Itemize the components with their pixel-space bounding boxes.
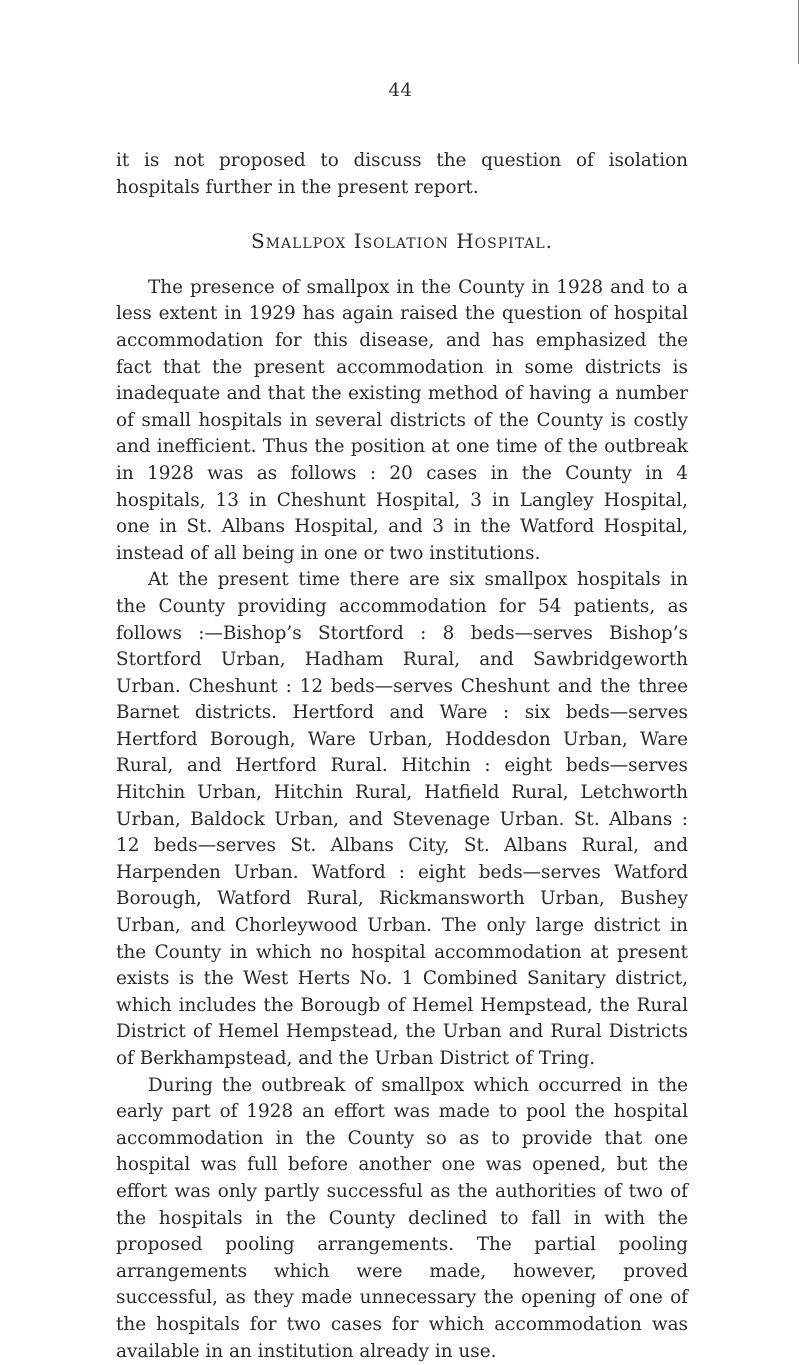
body-text: [116, 148, 688, 1365]
paragraph-3: During the outbreak of smallpox which occurred in the early part of 1928 an effort was made to pool the hospital accommodation in the County so as to provide that one hospital was full before another one was opened, but the effort was only partly successful as the authorities of two of the hospitals in the County declined to fall in with the proposed pooling arrangements. The partial pooling arrangements which were made, however, proved successful, as they made unnecessary the opening of one of the hospitals for two cases for which accommodation was available in an institution already in use.: [116, 1074, 688, 1362]
page-number: 44: [388, 80, 413, 101]
paragraph-2: At the present time there are six smallpox hospitals in the County providing accommodation for 54 patients, as follows :—Bishop’s Stortford : 8 beds—serves Bishop’s Stortford Urban, Hadham Rural, and Sawbridgeworth Urban. Cheshunt : 12 beds—serves Cheshunt and the three Barnet districts. Hertford and Ware : six beds—serves Hertford Borough, Ware Urban, Hoddesdon Urban, Ware Rural, and Hertford Rural. Hitchin : eight beds—serves Hitchin Urban, Hitchin Rural, Hatfield Rural, Letchworth Urban, Baldock Urban, and Stevenage Urban. St. Albans : 12 beds—serves St. Albans City, St. Albans Rural, and Harpenden Urban. Watford : eight beds—serves Watford Borough, Watford Rural, Rickmansworth Urban, Bushey Urban, and Chorleywood Urban. The only large district in the County in which no hospital accommodation at present exists is the West Herts No. 1 Combined Sanitary district, which includes the Borougb of Hemel Hempstead, the Rural District of Hemel Hempstead, the Urban and Rural Districts of Berkhampstead, and the Urban District of Tring.: [116, 569, 688, 1069]
paragraph-1: The presence of smallpox in the County in 1928 and to a less extent in 1929 has again raised the question of hospital accommodation for this disease, and has emphasized the fact that the present accommodation in some districts is inadequate and that the existing method of having a number of small hospitals in several districts of the County is costly and inefficient. Thus the position at one time of the outbreak in 1928 was as follows : 20 cases in the County in 4 hospitals, 13 in Cheshunt Hospital, 3 in Langley Hospital, one in St. Albans Hospital, and 3 in the Watford Hospital, instead of all being in one or two institutions.: [116, 276, 688, 564]
intro-paragraph: it is not proposed to discuss the question of isolation hospitals further in the present report.: [116, 150, 688, 198]
page-edge-line: [798, 0, 799, 64]
section-heading: Smallpox Isolation Hospital.: [250, 229, 554, 254]
